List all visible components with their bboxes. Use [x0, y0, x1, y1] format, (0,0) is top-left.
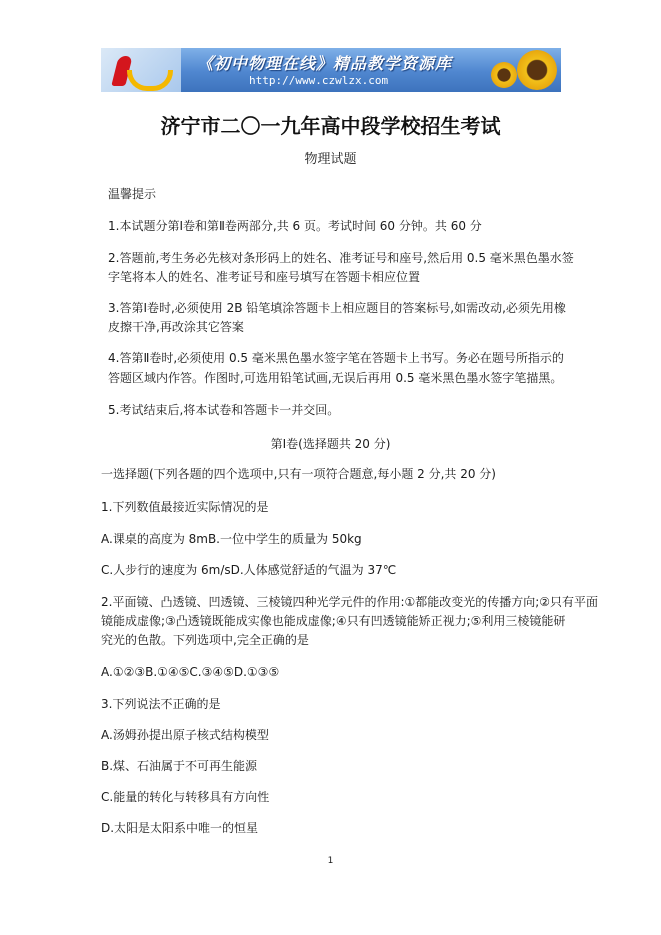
logo [101, 48, 181, 92]
section-intro: 一选择题(下列各题的四个选项中,只有一项符合题意,每小题 2 分,共 20 分) [101, 467, 496, 481]
banner-title: 《初中物理在线》精品教学资源库 [197, 54, 453, 73]
question-3-option-a: A.汤姆孙提出原子核式结构模型 [101, 728, 269, 742]
notice-item: 2.答题前,考生务必先核对条形码上的姓名、准考证号和座号,然后用 0.5 毫米黑色墨水签 [108, 251, 574, 265]
exam-subtitle: 物理试题 [304, 152, 357, 167]
section-title: 第Ⅰ卷(选择题共 20 分) [270, 437, 391, 451]
question-3-option-c: C.能量的转化与转移具有方向性 [101, 790, 270, 804]
question-2-stem: 镜能成虚像;③凸透镜既能成实像也能成虚像;④只有凹透镜能矫正视力;⑤利用三棱镜能研 [101, 614, 566, 628]
question-3-option-d: D.太阳是太阳系中唯一的恒星 [101, 821, 259, 835]
logo-yellow-shape [127, 70, 173, 91]
sunflower-icon [517, 50, 557, 90]
sunflower-icon [491, 62, 517, 88]
header-banner [101, 48, 561, 92]
notice-item: 3.答第Ⅰ卷时,必须使用 2B 铅笔填涂答题卡上相应题目的答案标号,如需改动,必须先用橡 [108, 301, 566, 315]
question-2-stem: 究光的色散。下列选项中,完全正确的是 [101, 633, 309, 647]
notice-item: 皮擦干净,再改涂其它答案 [108, 320, 244, 334]
banner-url[interactable]: http://www.czwlzx.com [249, 74, 389, 87]
question-1-options-ab: A.课桌的高度为 8mB.一位中学生的质量为 50kg [101, 532, 362, 546]
notice-item: 答题区域内作答。作图时,可选用铅笔试画,无误后再用 0.5 毫米黑色墨水签字笔描黑。 [108, 371, 563, 385]
question-2-options: A.①②③B.①④⑤C.③④⑤D.①③⑤ [101, 665, 280, 679]
question-1-options-cd: C.人步行的速度为 6m/sD.人体感觉舒适的气温为 37℃ [101, 563, 397, 577]
notice-item: 1.本试题分第Ⅰ卷和第Ⅱ卷两部分,共 6 页。考试时间 60 分钟。共 60 分 [108, 219, 482, 233]
notice-item: 字笔将本人的姓名、准考证号和座号填写在答题卡相应位置 [108, 270, 421, 284]
exam-title: 济宁市二〇一九年高中段学校招生考试 [160, 114, 501, 138]
question-2-stem: 2.平面镜、凸透镜、凹透镜、三棱镜四种光学元件的作用:①都能改变光的传播方向;②只有平面 [101, 595, 599, 609]
question-3-stem: 3.下列说法不正确的是 [101, 697, 221, 711]
page-number: 1 [327, 856, 334, 866]
question-3-option-b: B.煤、石油属于不可再生能源 [101, 759, 258, 773]
notice-item: 4.答第Ⅱ卷时,必须使用 0.5 毫米黑色墨水签字笔在答题卡上书写。务必在题号所指示的 [108, 351, 564, 365]
notice-item: 5.考试结束后,将本试卷和答题卡一并交回。 [108, 403, 340, 417]
question-1-stem: 1.下列数值最接近实际情况的是 [101, 500, 269, 514]
notice-heading: 温馨提示 [108, 187, 157, 201]
